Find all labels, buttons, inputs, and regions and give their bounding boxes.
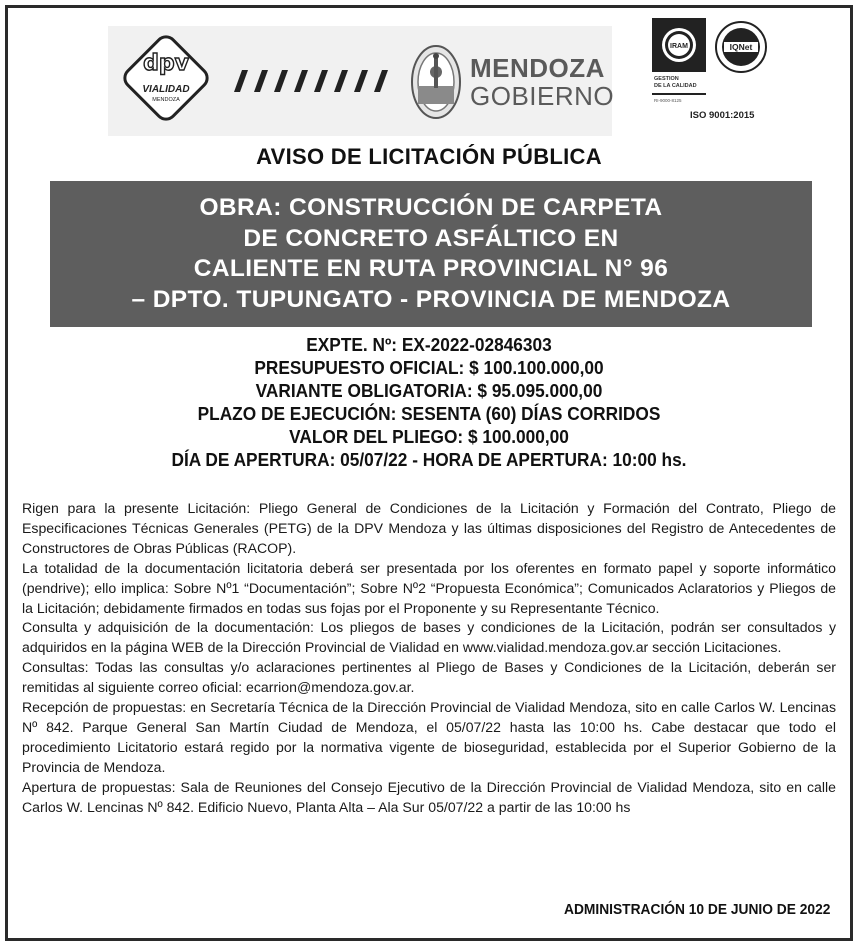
iqnet-logo xyxy=(714,20,768,74)
obra-line: OBRA: CONSTRUCCIÓN DE CARPETA xyxy=(199,194,663,221)
tender-details xyxy=(17,334,841,472)
logo-band xyxy=(108,26,615,136)
mendoza-shield-icon xyxy=(410,42,462,120)
paragraph-documentacion: La totalidad de la documentación licitatoria deberá ser presentada por los oferentes en formato papel y soporte informático (pendrive); ello implica: Sobre Nº1 “Documentación”; Sobre Nº2 “Propuesta Económica”; Comunicados Aclaratorios y Pliegos de la Licitación; debidamente firmados en todas sus fojas por el Proponente y su Representante Técnico. xyxy=(22,559,836,616)
dpv-vialidad-logo xyxy=(118,30,214,126)
apertura: DÍA DE APERTURA: 05/07/22 - HORA DE APERTURA: 10:00 hs. xyxy=(171,450,687,470)
dpv-sub-text: MENDOZA xyxy=(152,97,180,103)
administration-date: ADMINISTRACIÓN 10 DE JUNIO DE 2022 xyxy=(563,902,830,918)
decorative-stripes xyxy=(228,70,404,92)
iso-certification xyxy=(652,18,770,124)
expediente: EXPTE. Nº: EX-2022-02846303 xyxy=(306,335,552,355)
cert-divider xyxy=(652,93,706,95)
presupuesto-oficial: PRESUPUESTO OFICIAL: $ 100.100.000,00 xyxy=(254,358,604,378)
svg-text:dpv: dpv xyxy=(143,51,189,76)
cert-label: GESTION DE LA CALIDAD xyxy=(654,76,697,89)
obra-line: DE CONCRETO ASFÁLTICO EN xyxy=(243,224,619,252)
svg-text:IQNet: IQNet xyxy=(729,42,753,52)
iram-logo xyxy=(652,18,706,72)
plazo-ejecucion: PLAZO DE EJECUCIÓN: SESENTA (60) DÍAS CORRIDOS xyxy=(197,404,661,424)
obra-line: – DPTO. TUPUNGATO - PROVINCIA DE MENDOZA xyxy=(131,285,731,313)
government-subtitle: GOBIERNO xyxy=(470,81,615,111)
dpv-name-text: VIALIDAD xyxy=(142,84,190,95)
obra-banner xyxy=(50,181,812,327)
paragraph-recepcion: Recepción de propuestas: en Secretaría Técnica de la Dirección Provincial de Vialidad Mendoza, sito en calle Carlos W. Lencinas Nº 842. Parque General San Martín Ciudad de Mendoza, el 05/07/22 hasta las 10:00 hs. Cabe destacar que todo el procedimiento Licitatorio estará regido por la normativa vigente de bioseguridad, establecida por el Superior Gobierno de la Provincia de Mendoza. xyxy=(22,699,836,775)
government-title: MENDOZA xyxy=(470,53,605,83)
paragraph-normativa: Rigen para la presente Licitación: Pliego General de Condiciones de la Licitación y Formación del Contrato, Pliego de Especificaciones Técnicas Generales (PETG) de la DPV Mendoza y las últimas disposiciones del Registro de Antecedentes de Constructores de Obras Públicas (RACOP). xyxy=(22,500,836,556)
cert-number: RI-9000-8125 xyxy=(654,98,682,103)
notice-body xyxy=(22,499,836,818)
notice-title: AVISO DE LICITACIÓN PÚBLICA xyxy=(256,144,602,169)
paragraph-apertura: Apertura de propuestas: Sala de Reuniones del Consejo Ejecutivo de la Dirección Provincial de Vialidad Mendoza, sito en calle Carlos W. Lencinas Nº 842. Edificio Nuevo, Planta Alta – Ala Sur 05/07/22 a partir de las 10:00 hs xyxy=(22,778,836,815)
obra-line: CALIENTE EN RUTA PROVINCIAL N° 96 xyxy=(193,255,669,282)
paragraph-consulta-adquisicion: Consulta y adquisición de la documentación: Los pliegos de bases y condiciones de la Licitación, podrán ser consultados y adquiridos en la página WEB de la Dirección Provincial de Vialidad en www.vialidad.mendoza.gov.ar sección Licitaciones. xyxy=(22,619,836,656)
iso-standard: ISO 9001:2015 xyxy=(690,110,755,121)
variante-obligatoria: VARIANTE OBLIGATORIA: $ 95.095.000,00 xyxy=(255,381,603,401)
svg-text:IRAM: IRAM xyxy=(670,43,688,50)
paragraph-consultas: Consultas: Todas las consultas y/o aclaraciones pertinentes al Pliego de Bases y Condiciones de la Licitación, deberán ser remitidas al siguiente correo oficial: ecarrion@mendoza.gov.ar. xyxy=(22,659,836,696)
valor-pliego: VALOR DEL PLIEGO: $ 100.000,00 xyxy=(289,427,569,447)
